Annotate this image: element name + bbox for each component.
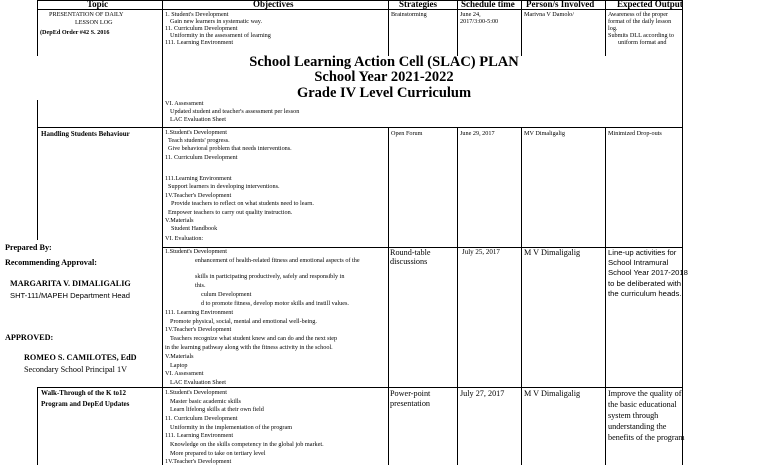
row3-schedule: July 25, 2017	[462, 248, 500, 256]
row3-output-line: School Year 2017-2018	[608, 268, 688, 277]
col-border	[457, 127, 458, 465]
row3-output-line: the curriculum heads.	[608, 289, 682, 298]
col-border	[388, 0, 389, 56]
header-objectives: Objectives	[253, 0, 294, 9]
header-topic: Topic	[87, 0, 109, 9]
row1-topic-line: (DepEd Order #42 S. 2016	[40, 29, 110, 36]
row3-objective-line: LAC Evaluation Sheet	[170, 379, 227, 386]
row4-strategies-line: Power-point	[390, 389, 431, 398]
grade-level: Grade IV Level Curriculum	[296, 85, 472, 101]
row3-strategies-line: Round-table	[390, 248, 431, 257]
row2-objective-line: Give behavioral problem that needs interventions.	[168, 145, 292, 152]
row1-output-line: format of the daily lesson	[608, 18, 672, 25]
row3-objective-line: in the learning pathway along with the fitness activity in the school.	[165, 344, 333, 351]
row1-persons: Marivna V Damolo/	[524, 11, 574, 18]
row1-output-line: Awareness of the proper	[608, 11, 669, 18]
row3-output-line: to be deliberated with	[608, 279, 682, 288]
row3-strategies-line: discussions	[390, 257, 428, 266]
document-title: School Learning Action Cell (SLAC) PLAN	[249, 54, 519, 70]
row1-schedule-line: 2017/3:00-5:00	[460, 18, 499, 25]
row2-objective-line: 111.Learning Environment	[165, 175, 232, 182]
row3-objective-line: skills in participating productively, safely and responsibly in	[195, 273, 345, 280]
row3-objective-line: enhancement of health-related fitness and emotional aspects of the	[195, 257, 360, 264]
recommender-name: MARGARITA V. DIMALIGALIG	[10, 279, 131, 288]
col-border	[37, 387, 38, 465]
row3-objective-line: this.	[195, 282, 206, 289]
row-divider	[37, 387, 682, 388]
row3-objective-line: Teachers recognize what student knew and can do and the next step	[170, 335, 338, 342]
row1-strategies: Brainstorming	[391, 11, 427, 18]
row4-topic-line: Program and DepEd Updates	[41, 400, 130, 408]
row2-objective-line: Support learners in developing interventions.	[168, 183, 280, 190]
recommender-role: SHT-111/MAPEH Department Head	[10, 291, 131, 300]
row3-objective-line: Promote physical, social, mental and emotional well-being.	[170, 318, 317, 325]
school-year: School Year 2021-2022	[314, 69, 454, 85]
col-border	[37, 100, 38, 240]
recommending-approval-label: Recommending Approval:	[5, 258, 97, 267]
row2-strategies: Open Forum	[391, 130, 423, 137]
row1-objective-line: VI. Assessment	[165, 100, 204, 107]
col-border	[37, 0, 38, 56]
approver-name: ROMEO S. CAMILOTES, EdD	[24, 353, 137, 362]
row1-objective-line: 11. Curriculum Development	[165, 25, 238, 32]
row1-objective-line: Uniformity in the assessment of learning	[170, 32, 271, 39]
row4-persons: M V Dimaligalig	[524, 389, 581, 398]
row3-objective-line: 111. Learning Environment	[165, 309, 234, 316]
row2-output: Minimized Drop-outs	[608, 130, 662, 137]
row2-objective-line: Provide teachers to reflect on what students need to learn.	[171, 200, 314, 207]
row2-objective-line: VI. Evaluation:	[165, 235, 204, 242]
row2-objective-line: Teach students' progress.	[168, 137, 230, 144]
row4-objective-line: Learn lifelong skills at their own field	[170, 406, 264, 413]
row1-schedule-line: June 24,	[460, 11, 481, 18]
row1-topic-line: PRESENTATION OF DAILY	[49, 11, 124, 18]
row1-output-line: Submits DLL according to	[608, 32, 674, 39]
col-border	[457, 0, 458, 56]
row3-objective-line: VI. Assessment	[165, 370, 204, 377]
row3-objective-line: 1.Student's Development	[165, 248, 227, 255]
row2-objective-line: 11. Curriculum Development	[165, 154, 238, 161]
row4-output-line: system through	[608, 411, 659, 420]
header-schedule: Schedule time	[461, 0, 515, 9]
row1-objective-line: Gain new learners in systematic way.	[170, 18, 263, 25]
row3-objective-line: culum Development	[201, 291, 252, 298]
row4-output-line: benefits of the program	[608, 433, 685, 442]
row3-objective-line: V.Materials	[165, 353, 194, 360]
col-border	[521, 0, 522, 56]
row1-objective-line: Updated student and teacher's assessment per lesson	[170, 108, 300, 115]
row1-objective-line: LAC Evaluation Sheet	[170, 116, 227, 123]
row3-persons: M V Dimaligalig	[524, 248, 581, 257]
prepared-by-label: Prepared By:	[5, 243, 52, 252]
row4-output-line: the basic educational	[608, 400, 677, 409]
row1-output-line: log.	[608, 25, 618, 32]
row4-objective-line: Knowledge on the skills competency in the global job market.	[170, 441, 324, 448]
row2-persons: MV Dimaligalig	[524, 130, 565, 137]
header-strategies: Strategies	[399, 0, 437, 9]
row2-topic: Handling Students Behaviour	[41, 130, 130, 138]
row1-objective-line: 1. Student's Development	[165, 11, 229, 18]
row3-output-line: School Intramural	[608, 258, 669, 267]
row4-output-line: Improve the quality of	[608, 389, 682, 398]
row1-topic-line: LESSON LOG	[75, 19, 113, 26]
row-divider	[37, 127, 682, 128]
col-border	[605, 0, 606, 56]
header-output: Expected Output	[617, 0, 683, 9]
approver-role: Secondary School Principal 1V	[24, 365, 128, 374]
row2-objective-line: 1V.Teacher's Development	[165, 192, 232, 199]
row2-objective-line: Empower teachers to carry out quality instruction.	[168, 209, 293, 216]
row4-objective-line: 111. Learning Environment	[165, 432, 234, 439]
row4-objective-line: Uniformity in the implementation of the program	[170, 424, 293, 431]
row4-topic-line: Walk-Through of the K to12	[41, 389, 127, 397]
row4-objective-line: 1V.Teacher's Development	[165, 458, 232, 465]
row1-output-line: uniform format and	[618, 39, 667, 46]
row4-objective-line: Master basic academic skills	[170, 398, 241, 405]
row3-objective-line: d to promote fitness, develop motor skills and instill values.	[201, 300, 349, 307]
col-border	[605, 127, 606, 465]
row4-schedule: July 27, 2017	[460, 389, 505, 398]
approved-label: APPROVED:	[5, 333, 54, 342]
row4-strategies-line: presentation	[390, 399, 431, 408]
row2-objective-line: Student Handbook	[171, 225, 218, 232]
row4-output-line: understanding the	[608, 422, 667, 431]
header-persons: Person/s Involved	[526, 0, 595, 9]
row1-objective-line: 111. Learning Environment	[165, 39, 234, 46]
row2-objective-line: 1.Student's Development	[165, 129, 227, 136]
row2-schedule: June 29, 2017	[460, 130, 495, 137]
col-border	[388, 127, 389, 465]
row4-objective-line: 1.Student's Development	[165, 389, 227, 396]
row4-objective-line: More prepared to take on tertiary level	[170, 450, 266, 457]
row4-objective-line: 11. Curriculum Development	[165, 415, 238, 422]
row3-objective-line: Laptop	[170, 362, 188, 369]
row3-objective-line: 1V.Teacher's Development	[165, 326, 232, 333]
row3-output-line: Line-up activities for	[608, 248, 677, 257]
row2-objective-line: V.Materials	[165, 217, 194, 224]
col-border	[521, 127, 522, 465]
header-divider	[37, 9, 682, 10]
